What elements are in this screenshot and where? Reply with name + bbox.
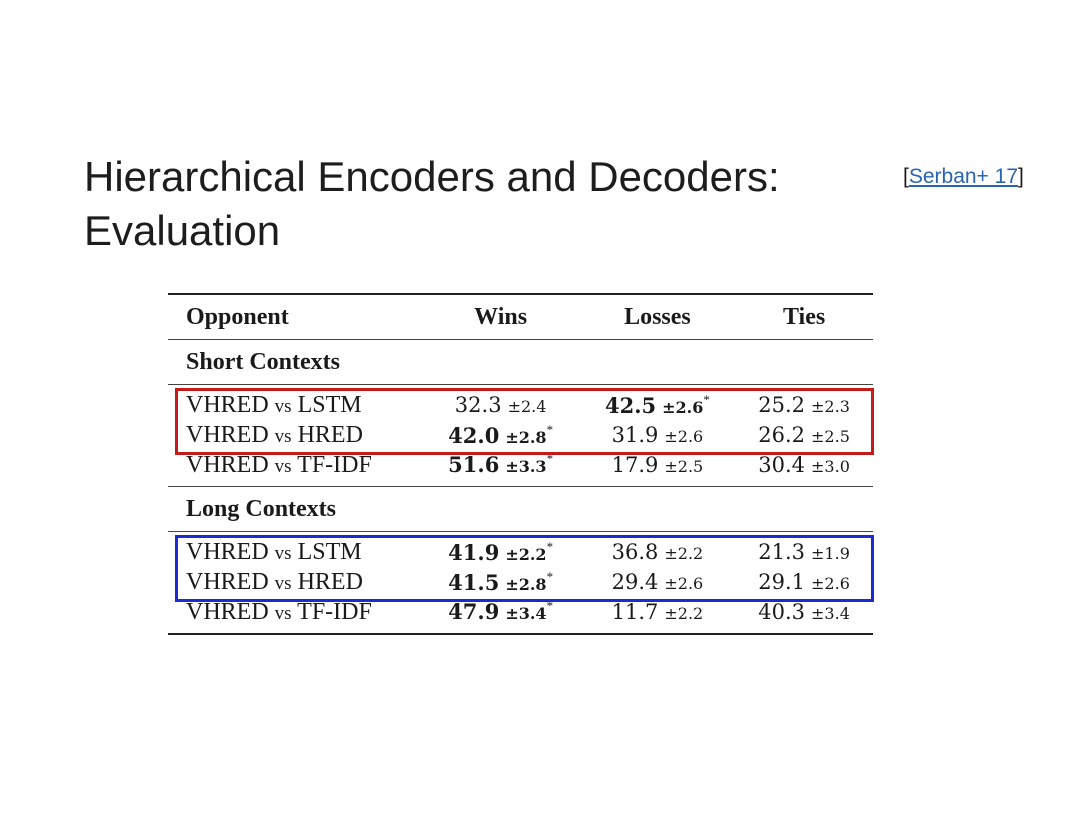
results-table — [168, 293, 873, 635]
wins-cell-value: 47.9 — [448, 599, 500, 625]
ties-cell — [735, 450, 873, 480]
table-row — [168, 450, 873, 480]
ties-cell-error: ±2.6 — [811, 574, 850, 594]
losses-cell-error: ±2.6 — [664, 574, 704, 594]
model-name: VHRED — [186, 451, 269, 478]
wins-cell — [422, 450, 580, 480]
vs-label: vs — [274, 573, 292, 595]
vs-label: vs — [274, 602, 292, 624]
header-ties: Ties — [782, 303, 826, 330]
opponent-name: LSTM — [297, 392, 362, 419]
table-row — [168, 568, 873, 598]
losses-cell-value: 11.7 — [611, 599, 659, 624]
ties-cell-value: 25.2 — [758, 393, 806, 418]
opponent-name: TF-IDF — [297, 598, 372, 625]
table-row — [168, 538, 873, 568]
model-name: VHRED — [186, 539, 269, 566]
section-label: Short Contexts — [186, 348, 340, 375]
opponent-name: LSTM — [297, 539, 362, 566]
wins-cell-value: 32.3 — [454, 393, 502, 418]
vs-label: vs — [274, 396, 292, 418]
citation-open-bracket: [ — [903, 165, 909, 188]
table-row — [168, 421, 873, 451]
wins-cell — [422, 421, 580, 451]
opponent-cell — [168, 538, 422, 568]
losses-cell — [580, 450, 735, 480]
wins-cell-significance-mark: * — [546, 421, 554, 437]
wins-cell-significance-mark: * — [546, 538, 554, 554]
wins-cell-error: ±2.8 — [505, 574, 547, 594]
ties-cell-error: ±2.3 — [811, 397, 850, 417]
citation — [903, 165, 1024, 189]
section-label: Long Contexts — [186, 495, 337, 522]
header-losses: Losses — [624, 303, 691, 330]
opponent-name: TF-IDF — [297, 451, 372, 478]
slide-title-line-1: Hierarchical Encoders and Decoders: — [84, 153, 780, 200]
wins-cell-value: 42.0 — [448, 422, 500, 448]
model-name: VHRED — [186, 598, 269, 625]
losses-cell — [580, 421, 735, 451]
ties-cell-value: 26.2 — [758, 423, 806, 448]
ties-cell — [735, 421, 873, 451]
wins-cell-error: ±2.2 — [505, 544, 547, 564]
opponent-cell — [168, 450, 422, 480]
ties-cell-error: ±3.0 — [811, 456, 850, 476]
losses-cell-error: ±2.2 — [664, 603, 704, 623]
ties-cell-error: ±3.4 — [811, 603, 850, 623]
section-header-row — [168, 487, 873, 532]
losses-cell — [580, 597, 735, 627]
losses-cell — [580, 391, 735, 421]
wins-cell-error: ±2.8 — [505, 427, 547, 447]
wins-cell-value: 51.6 — [448, 452, 500, 478]
citation-link[interactable]: Serban+ 17 — [908, 165, 1019, 188]
wins-cell — [422, 597, 580, 627]
opponent-cell — [168, 391, 422, 421]
losses-cell-value: 36.8 — [611, 540, 659, 565]
losses-cell-value: 31.9 — [611, 423, 659, 448]
table-body — [168, 340, 873, 635]
opponent-cell — [168, 568, 422, 598]
opponent-name: HRED — [297, 422, 363, 449]
model-name: VHRED — [186, 422, 269, 449]
header-wins: Wins — [474, 303, 528, 330]
opponent-cell — [168, 597, 422, 627]
losses-cell-value: 17.9 — [611, 452, 659, 477]
ties-cell — [735, 391, 873, 421]
table-row — [168, 391, 873, 421]
citation-close-bracket: ] — [1018, 165, 1024, 188]
losses-cell-value: 29.4 — [611, 570, 659, 595]
losses-cell — [580, 568, 735, 598]
header-opponent: Opponent — [186, 303, 289, 330]
model-name: VHRED — [186, 569, 269, 596]
vs-label: vs — [274, 543, 292, 565]
table-row — [168, 597, 873, 627]
ties-cell-value: 40.3 — [758, 599, 806, 624]
ties-cell — [735, 538, 873, 568]
opponent-cell — [168, 421, 422, 451]
losses-cell-value: 42.5 — [604, 392, 657, 418]
table-header-row — [168, 294, 873, 340]
wins-cell-significance-mark: * — [546, 598, 554, 614]
slide-title-line-2: Evaluation — [84, 207, 281, 254]
wins-cell-significance-mark: * — [546, 451, 554, 467]
losses-cell-error: ±2.6 — [662, 397, 704, 417]
losses-cell-error: ±2.5 — [664, 456, 704, 476]
wins-cell-error: ±3.3 — [505, 457, 547, 477]
ties-cell-value: 29.1 — [758, 570, 806, 595]
ties-cell — [735, 597, 873, 627]
wins-cell-error: ±2.4 — [507, 397, 547, 417]
slide-title — [84, 150, 864, 258]
spacer-cell — [168, 627, 873, 634]
ties-cell-error: ±1.9 — [811, 544, 850, 564]
losses-cell-significance-mark: * — [703, 391, 710, 407]
losses-cell-error: ±2.6 — [664, 427, 704, 447]
wins-cell-value: 41.5 — [448, 569, 500, 595]
wins-cell — [422, 568, 580, 598]
wins-cell-value: 41.9 — [448, 539, 500, 565]
losses-cell-error: ±2.2 — [664, 544, 704, 564]
ties-cell-error: ±2.5 — [811, 427, 850, 447]
ties-cell — [735, 568, 873, 598]
model-name: VHRED — [186, 392, 269, 419]
results-table-container — [168, 293, 873, 635]
opponent-name: HRED — [297, 569, 363, 596]
vs-label: vs — [274, 455, 292, 477]
section-spacer — [168, 627, 873, 634]
wins-cell — [422, 538, 580, 568]
section-header-row — [168, 340, 873, 385]
wins-cell-significance-mark: * — [546, 568, 554, 584]
vs-label: vs — [274, 426, 292, 448]
wins-cell — [422, 391, 580, 421]
losses-cell — [580, 538, 735, 568]
ties-cell-value: 30.4 — [758, 452, 806, 477]
wins-cell-error: ±3.4 — [505, 604, 547, 624]
ties-cell-value: 21.3 — [758, 540, 806, 565]
